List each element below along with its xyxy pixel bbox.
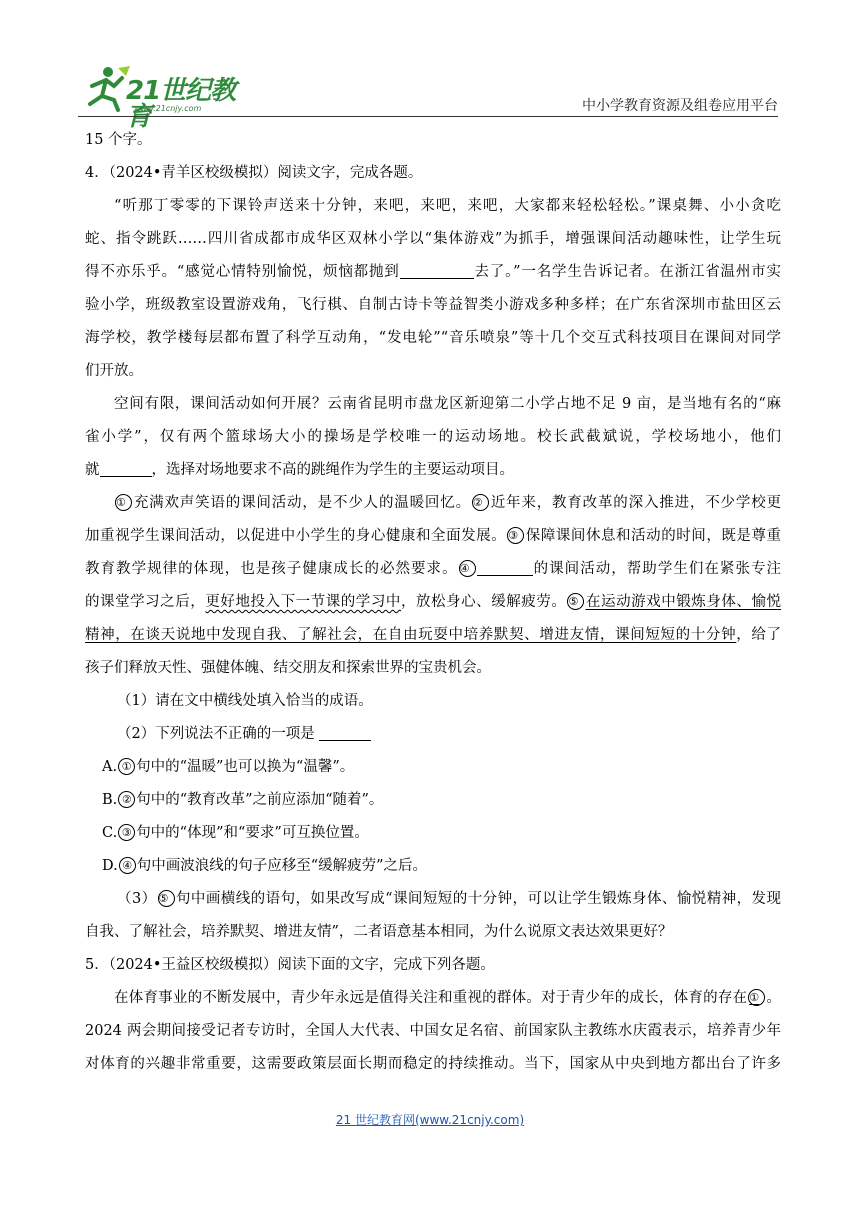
- text-span: ，放松身心、缓解疲劳。: [400, 594, 567, 610]
- footer-link[interactable]: 21 世纪教育网(www.21cnjy.com): [335, 1113, 525, 1127]
- option-d[interactable]: [85, 850, 781, 883]
- option-letter: C.: [102, 825, 118, 841]
- q4-para1-line: 验小学，班级教室设置游戏角，飞行棋、自制古诗卡等益智类小游戏多种多样；在广东省深圳市盐田区云: [85, 297, 781, 313]
- text-span: 在体育事业的不断发展中，青少年永远是值得关注和重视的群体。对于青少年的成长，体育的存在: [114, 990, 748, 1006]
- q4-para2-line: 雀小学”，仅有两个篮球场大小的操场是学校唯一的运动场地。校长武截斌说，学校场地小，他们: [85, 429, 781, 445]
- option-a[interactable]: [85, 751, 781, 784]
- text-line: [85, 124, 781, 157]
- text-span: 的课堂学习之后，: [85, 594, 206, 610]
- q4-para1-line: 海学校，教学楼每层都布置了科学互动角，“发电轮”“音乐喷泉”等十几个交互式科技项目在课间对同学: [85, 330, 781, 346]
- sentence-marker-4: ④: [459, 560, 476, 577]
- logo-text: 21世纪教育: [126, 76, 236, 132]
- sentence-marker-4: ④: [119, 857, 136, 874]
- q5-para1-line: 对体育的兴趣非常重要，这需要政策层面长期而稳定的持续推动。当下，国家从中央到地方都出台了许多: [85, 1056, 781, 1072]
- q4-para3-line: [85, 487, 781, 520]
- q4-para3-line: [85, 553, 781, 586]
- text-span: 15 个字。: [85, 132, 152, 148]
- answer-blank[interactable]: [319, 722, 371, 741]
- text-span: 去了。”一名学生告诉记者。在浙江省温州市实: [473, 264, 781, 280]
- underlined-text: 在运动游戏中锻炼身体、愉悦: [585, 594, 782, 610]
- q4-para1-line: [85, 256, 781, 289]
- blank-marker-1: ①: [748, 989, 765, 1006]
- q5-para1-line: [85, 982, 781, 1015]
- header-divider: [78, 116, 778, 117]
- text-span: 得不亦乐乎。“感觉心情特别愉悦，烦恼都抛到: [85, 264, 400, 280]
- q4-para1-line: “听那丁零零的下课铃声送来十分钟，来吧，来吧，来吧，大家都来轻松轻松。”课桌舞、小小贪吃: [114, 198, 781, 214]
- q4-para2-line: [85, 454, 781, 487]
- sentence-marker-5: ⑤: [567, 593, 584, 610]
- fill-blank[interactable]: [100, 458, 152, 477]
- wavy-underlined-text: 更好地投入下一节课的学习中: [205, 594, 401, 610]
- text-span: ，选择对场地要求不高的跳绳作为学生的主要运动项目。: [151, 462, 514, 478]
- q4-para1-line: 蛇、指令跳跃……四川省成都市成华区双林小学以“集体游戏”为抓手，增强课间活动趣味性，让学生玩: [85, 231, 781, 247]
- option-text: 句中的“教育改革”之前应添加“随着”。: [136, 792, 384, 808]
- platform-title: 中小学教育资源及组卷应用平台: [582, 98, 778, 114]
- sub-question-3-line: 自我、了解社会，培养默契、增进友情”，二者语意基本相同，为什么说原文表达效果更好？: [85, 924, 673, 940]
- question-5-title: 5．（2024•王益区校级模拟）阅读下面的文字，完成下列各题。: [85, 957, 495, 973]
- text-span: 近年来，教育改革的深入推进，不少学校更: [489, 495, 782, 511]
- option-letter: A.: [102, 759, 118, 775]
- q4-para1-line: 们开放。: [85, 363, 143, 379]
- question-4-title: 4．（2024•青羊区校级模拟）阅读文字，完成各题。: [85, 165, 423, 181]
- sentence-marker-2: ②: [472, 494, 489, 511]
- text-span: 。: [766, 990, 782, 1006]
- sentence-marker-1: ①: [115, 494, 132, 511]
- sub-question-3: [85, 883, 781, 916]
- q4-para3-line: [85, 619, 781, 652]
- sentence-marker-3: ③: [118, 824, 135, 841]
- text-span: 句中画横线的语句，如果改写成“课间短短的十分钟，可以让学生锻炼身体、愉悦精神，发现: [175, 891, 781, 907]
- text-span: 教育教学规律的体现，也是孩子健康成长的必然要求。: [85, 561, 458, 577]
- text-span: 保障课间休息和活动的时间，既是尊重: [525, 528, 782, 544]
- underlined-text: 精神，在谈天说地中发现自我、了解社会，在自由玩耍中培养默契、增进友情，课间短短的十分钟: [85, 627, 737, 643]
- sentence-marker-1: ①: [118, 758, 135, 775]
- text-span: 充满欢声笑语的课间活动，是不少人的温暖回忆。: [133, 495, 471, 511]
- option-letter: D.: [102, 858, 118, 874]
- text-span: 加重视学生课间活动，以促进中小学生的身心健康和全面发展。: [85, 528, 507, 544]
- text-span: （3）: [117, 891, 157, 907]
- q4-para3-line: [85, 586, 781, 619]
- option-text: 句中的“体现”和“要求”可互换位置。: [136, 825, 369, 841]
- sub-question-1: （1）请在文中横线处填入恰当的成语。: [117, 693, 373, 709]
- q5-para1-line: 2024 两会期间接受记者专访时，全国人大代表、中国女足名宿、前国家队主教练水庆霞表示，培养青少年: [85, 1023, 781, 1039]
- sentence-marker-5: ⑤: [158, 890, 175, 907]
- document-body: [85, 124, 781, 1081]
- fill-blank[interactable]: [400, 260, 474, 279]
- fill-blank[interactable]: [477, 557, 533, 576]
- q4-para3-line: 孩子们释放天性、强健体魄、结交朋友和探索世界的宝贵机会。: [85, 660, 491, 676]
- logo-url: www.21cnjy.com: [134, 104, 202, 113]
- text-span: 就: [85, 462, 100, 478]
- page-header: [78, 62, 778, 132]
- sentence-marker-2: ②: [118, 791, 135, 808]
- text-span: （2）下列说法不正确的一项是: [117, 726, 320, 742]
- option-text: 句中的“温暖”也可以换为“温馨”。: [136, 759, 355, 775]
- option-b[interactable]: [85, 784, 781, 817]
- text-span: 的课间活动，帮助学生们在紧张专注: [532, 561, 782, 577]
- option-c[interactable]: [85, 817, 781, 850]
- q4-para2-line: 空间有限，课间活动如何开展？云南省昆明市盘龙区新迎第二小学占地不足 9 亩，是当地有名的“麻: [114, 396, 781, 412]
- sub-question-2: [85, 718, 781, 751]
- option-text: 句中画波浪线的句子应移至“缓解疲劳”之后。: [136, 858, 428, 874]
- text-span: ，给了: [736, 627, 782, 643]
- logo: [78, 64, 258, 132]
- q4-para3-line: [85, 520, 781, 553]
- option-letter: B.: [102, 792, 118, 808]
- sentence-marker-3: ③: [507, 527, 524, 544]
